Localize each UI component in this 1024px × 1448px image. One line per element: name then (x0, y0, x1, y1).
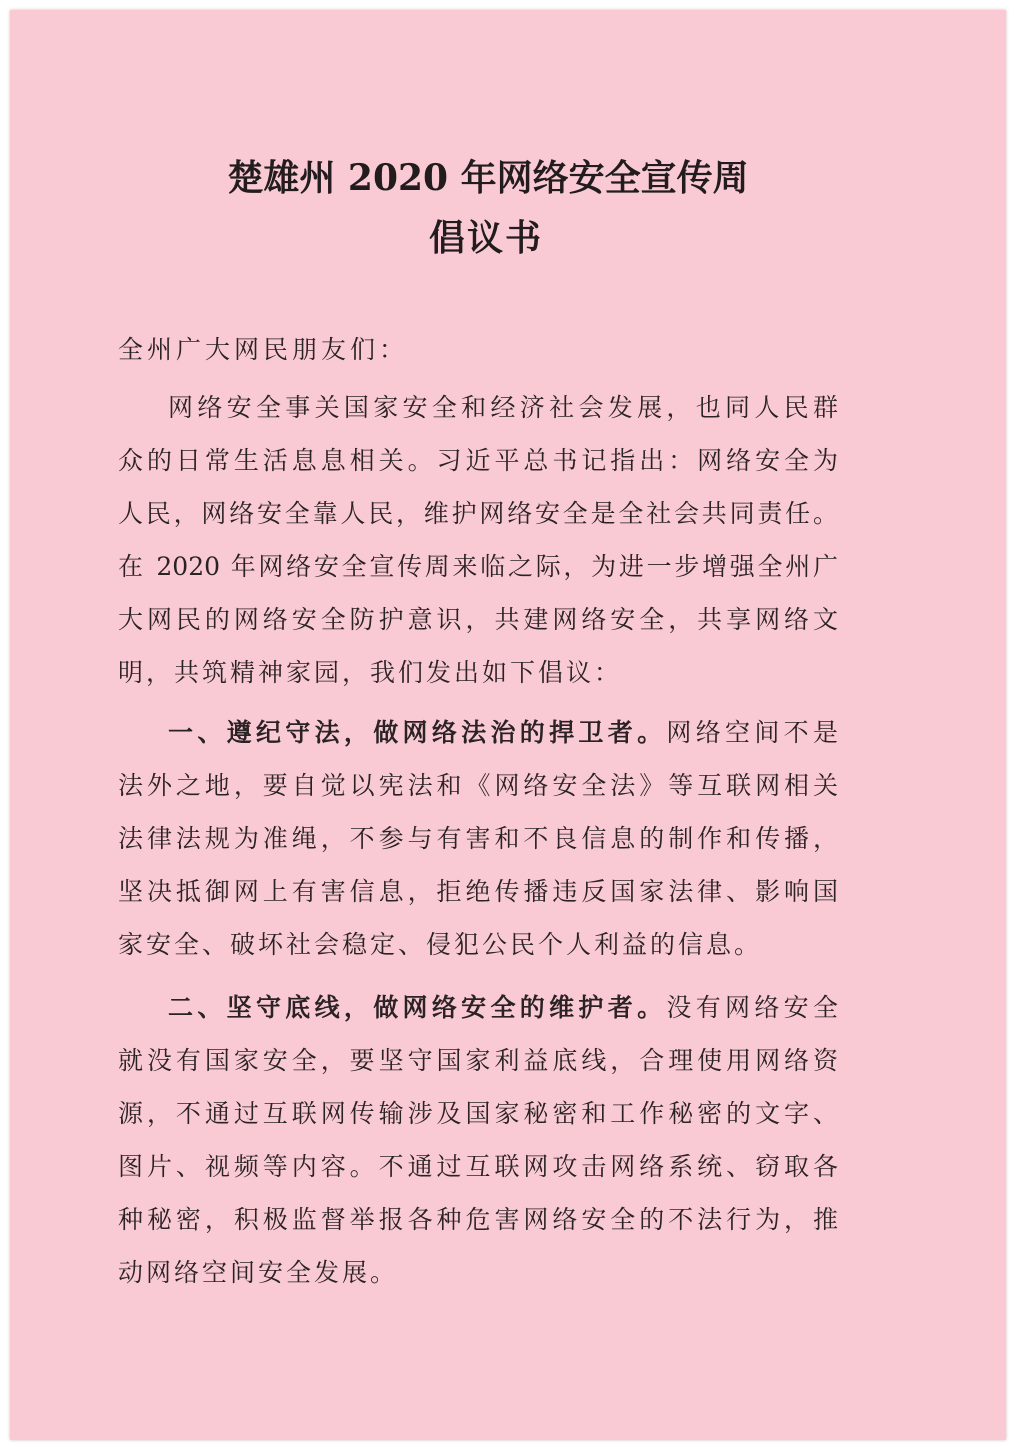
item1-heading: 一、遵纪守法，做网络法治的捍卫者。 (168, 718, 667, 747)
paragraph-line: 图片、视频等内容。不通过互联网攻击网络系统、窃取各 (118, 1152, 838, 1181)
item2-heading: 二、坚守底线，做网络安全的维护者。 (168, 993, 667, 1022)
item2-heading-rest: 没有网络安全 (666, 993, 838, 1022)
greeting-line: 全州广大网民朋友们： (118, 335, 409, 364)
paragraph-line: 家安全、破坏社会稳定、侵犯公民个人利益的信息。 (118, 930, 763, 959)
paragraph-line: 源，不通过互联网传输涉及国家秘密和工作秘密的文字、 (118, 1099, 838, 1128)
item1-first-line (168, 715, 838, 751)
paragraph-line: 法律法规为准绳，不参与有害和不良信息的制作和传播， (118, 824, 838, 853)
paragraph-line: 法外之地，要自觉以宪法和《网络安全法》等互联网相关 (118, 771, 838, 800)
paragraph-line: 众的日常生活息息相关。习近平总书记指出：网络安全为 (118, 446, 838, 475)
paragraph-line: 种秘密，积极监督举报各种危害网络安全的不法行为，推 (118, 1205, 838, 1234)
document-title: 楚雄州 2020 年网络安全宣传周 (227, 157, 749, 199)
paragraph-line: 明，共筑精神家园，我们发出如下倡议： (118, 658, 623, 687)
paragraph-line: 大网民的网络安全防护意识，共建网络安全，共享网络文 (118, 605, 838, 634)
paragraph-line: 在 2020 年网络安全宣传周来临之际，为进一步增强全州广 (118, 552, 838, 581)
document-page (10, 10, 1006, 1440)
document-subtitle: 倡议书 (428, 217, 543, 259)
paragraph-line: 人民，网络安全靠人民，维护网络安全是全社会共同责任。 (118, 499, 838, 528)
item1-heading-rest: 网络空间不是 (666, 718, 838, 747)
item2-first-line (168, 990, 838, 1026)
paragraph-line: 动网络空间安全发展。 (118, 1258, 399, 1287)
paragraph-line: 坚决抵御网上有害信息，拒绝传播违反国家法律、影响国 (118, 877, 838, 906)
paragraph-line: 就没有国家安全，要坚守国家利益底线，合理使用网络资 (118, 1046, 838, 1075)
paragraph-line: 网络安全事关国家安全和经济社会发展，也同人民群 (168, 393, 838, 422)
